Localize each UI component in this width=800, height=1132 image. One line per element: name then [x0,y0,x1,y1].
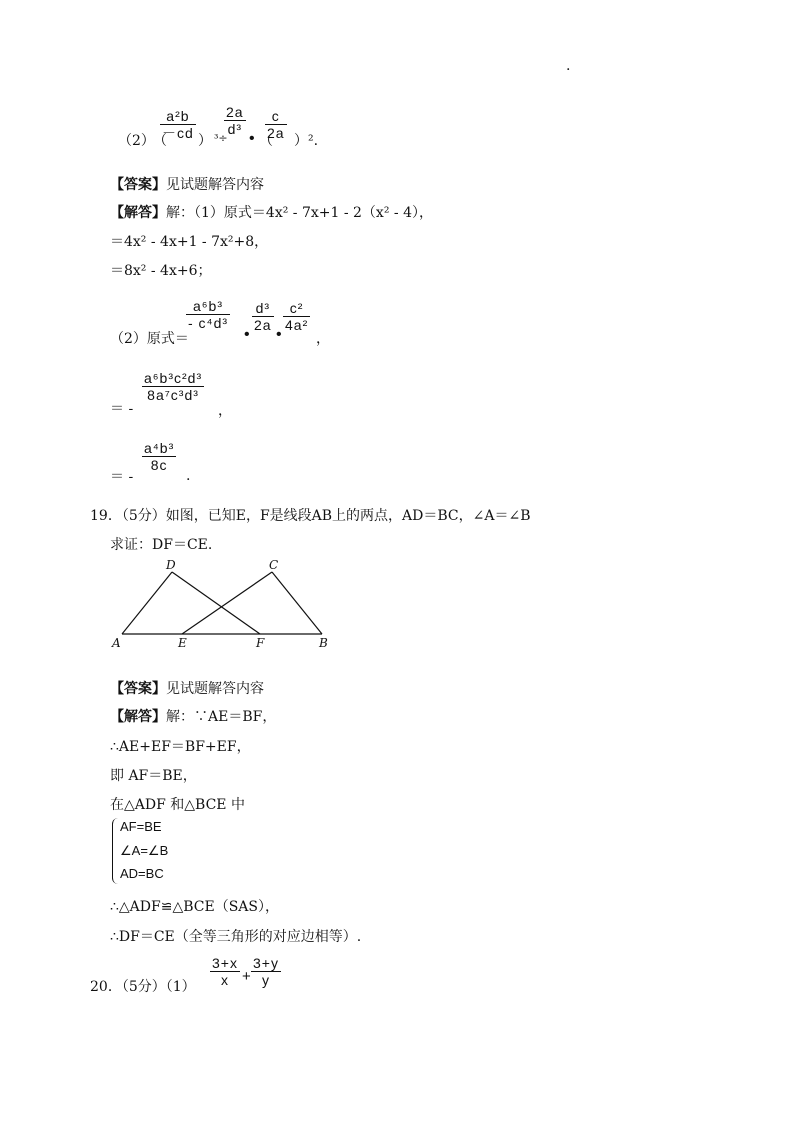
paren-right-power2: ）². [294,133,319,149]
solution-line-2: ＝4x² - 4x+1 - 7x²+8， [110,234,269,250]
label-A: A [112,636,121,650]
answer-label-18: 【答案】 [110,177,166,193]
denominator: 4a² [285,317,309,334]
fraction-a2b-over-cd [160,108,196,141]
dot-operator-2: • [276,326,282,343]
q19-solution-line-4: 在△ADF 和△BCE 中 [110,797,245,813]
dot-operator-1: • [244,326,250,343]
fraction-3x-over-x [210,955,240,988]
segment-CB [272,572,322,634]
answer-text-19: 见试题解答内容 [166,681,264,697]
step3-prefix: ＝ - [110,469,134,485]
q19-solution-line-1: 解：∵AE＝BF， [166,709,277,725]
fraction-step2 [142,370,204,403]
numerator: a⁶b³c²d³ [144,370,203,386]
paren-right: ） [198,133,212,149]
numerator: 3+x [212,955,238,971]
q19-solution-line-3: 即 AF＝BE， [110,768,197,784]
step2-prefix: ＝ - [110,401,134,417]
answer-label-19: 【答案】 [110,681,166,697]
comma: ， [316,331,330,347]
denominator: －cd [162,125,194,142]
q19-solution-line-5: ∴△ADF≌△BCE（SAS）， [110,899,279,915]
numerator: c [265,108,287,125]
label-C: C [269,558,279,572]
fraction-3y-over-y [251,955,281,988]
denominator: - c⁴d³ [188,315,229,332]
condition-1: AF=BE [120,819,162,834]
label-E: E [178,636,187,650]
solution-label-19: 【解答】 [110,709,166,725]
condition-3: AD=BC [120,866,164,881]
segment-EC [182,572,272,634]
solution-label-18: 【解答】 [110,205,166,221]
dot-operator: • [249,130,255,147]
q19-stem-line1: 19．（5分）如图，已知E，F是线段AB上的两点，AD＝BC，∠A＝∠B [90,508,531,524]
fraction-step3 [142,440,176,473]
power3-divide: ³÷ [214,132,228,145]
denominator: 8c [150,457,168,474]
label-D: D [166,558,176,572]
q19-solution-line-6: ∴DF＝CE（全等三角形的对应边相等）. [110,929,362,945]
numerator: a⁴b³ [144,440,175,456]
segment-DF [172,572,260,634]
fraction-d3-over-2a [252,300,274,333]
solution-line-1: 解：（1）原式＝4x² - 7x+1 - 2（x² - 4）， [166,205,433,221]
numerator: a²b [160,108,196,125]
numerator: 2a [226,104,244,120]
segment-AD [122,572,172,634]
comma: ， [218,403,232,419]
numerator: c² [283,300,310,317]
q19-stem-line2: 求证：DF＝CE. [110,537,213,553]
numerator: 3+y [253,955,279,971]
fraction-a6b3-over-c4d3 [186,298,230,331]
numerator: a⁶b³ [186,298,230,315]
denominator: x [220,972,229,989]
label-F: F [256,636,265,650]
fraction-c2-over-4a2 [283,300,310,333]
condition-2: ∠A=∠B [120,843,169,858]
part2-prefix: （2）原式＝ [110,331,189,347]
denominator: 8a⁷c³d³ [147,387,199,404]
q19-figure [110,555,340,655]
plus-operator: + [242,968,251,985]
q20-label: 20．（5分）（1） [90,979,196,995]
label-B: B [319,636,328,650]
q18-part2-label: （2） [118,133,155,149]
header-dot: . [566,58,571,74]
q19-solution-line-2: ∴AE+EF＝BF+EF， [110,739,251,755]
denominator: 2a [254,317,272,334]
denominator: y [261,972,270,989]
denominator: d³ [227,121,243,138]
paren-left: （ [153,133,167,149]
fraction-c-over-2a [265,108,287,141]
paren-left-2: （ [259,133,273,149]
answer-text-18: 见试题解答内容 [166,177,264,193]
period: . [186,468,191,484]
solution-line-3: ＝8x² - 4x+6； [110,263,212,279]
denominator: 2a [267,125,285,142]
fraction-2a-over-d3 [224,104,246,137]
numerator: d³ [252,300,274,317]
